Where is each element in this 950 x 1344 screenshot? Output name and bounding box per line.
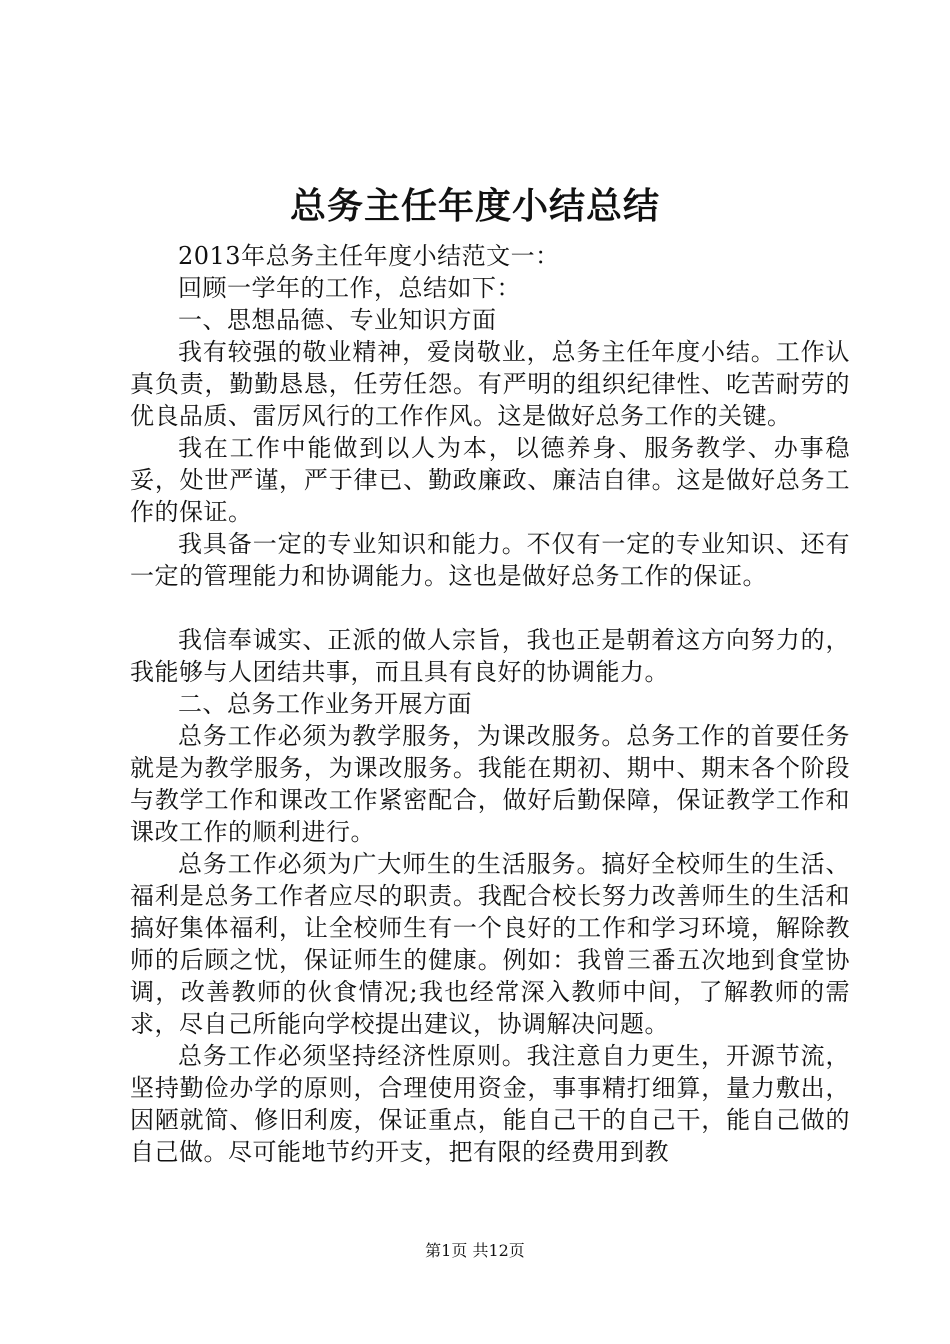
paragraph: 总务工作必须为广大师生的生活服务。搞好全校师生的生活、福利是总务工作者应尽的职责。我配合校长努力改善师生的生活和搞好集体福利，让全校师生有一个良好的工作和学习环境，解除教师的后顾之忧，保证师生的健康。例如：我曾三番五次地到食堂协调，改善教师的伙食情况;我也经常深入教师中间，了解教师的需求，尽自己所能向学校提出建议，协调解决问题。 xyxy=(130,850,850,1038)
page-footer: 第1页 共12页 xyxy=(425,1241,525,1260)
paragraph: 回顾一学年的工作，总结如下： xyxy=(178,274,521,302)
paragraph: 我具备一定的专业知识和能力。不仅有一定的专业知识、还有一定的管理能力和协调能力。这也是做好总务工作的保证。 xyxy=(130,530,850,590)
paragraph: 总务工作必须坚持经济性原则。我注意自力更生，开源节流，坚持勤俭办学的原则，合理使用资金，事事精打细算，量力敷出，因陋就简、修旧利废，保证重点，能自己干的自己干，能自己做的自己做。尽可能地节约开支，把有限的经费用到教 xyxy=(130,1042,850,1166)
document-title: 总务主任年度小结总结 xyxy=(289,186,660,227)
paragraph: 我信奉诚实、正派的做人宗旨，我也正是朝着这方向努力的，我能够与人团结共事，而且具有良好的协调能力。 xyxy=(130,626,850,686)
paragraph: 总务工作必须为教学服务，为课改服务。总务工作的首要任务就是为教学服务，为课改服务。我能在期初、期中、期末各个阶段与教学工作和课改工作紧密配合，做好后勤保障，保证教学工作和课改工作的顺利进行。 xyxy=(130,722,850,846)
paragraph: 我在工作中能做到以人为本，以德养身、服务教学、办事稳妥，处世严谨，严于律已、勤政廉政、廉洁自律。这是做好总务工作的保证。 xyxy=(130,434,850,526)
section-heading: 一、思想品德、专业知识方面 xyxy=(178,306,497,334)
section-heading: 二、总务工作业务开展方面 xyxy=(178,690,472,718)
document-body xyxy=(130,240,850,1168)
paragraph: 2013年总务主任年度小结范文一： xyxy=(178,242,560,270)
paragraph: 我有较强的敬业精神，爱岗敬业，总务主任年度小结。工作认真负责，勤勤恳恳，任劳任怨。有严明的组织纪律性、吃苦耐劳的优良品质、雷厉风行的工作作风。这是做好总务工作的关键。 xyxy=(130,338,850,430)
